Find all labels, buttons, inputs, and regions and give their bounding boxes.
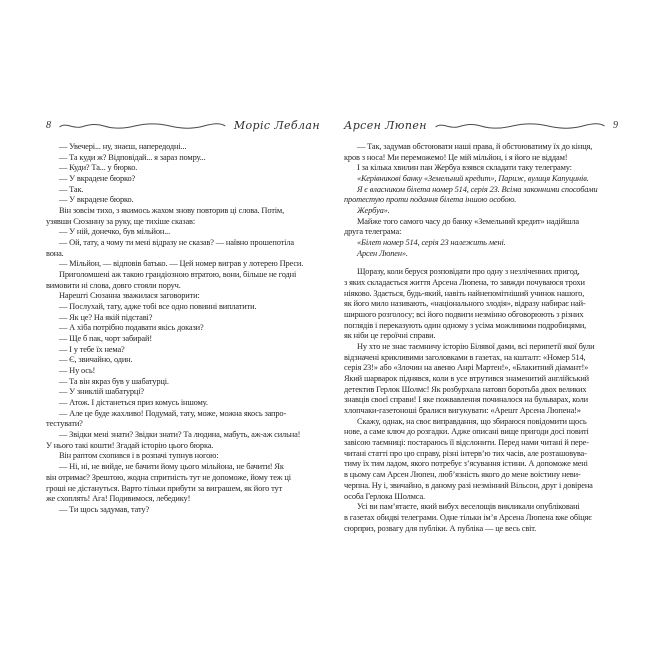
text-line: — Мільйон, — відповів батько. — Цей номер виграв у лотерею Преси. [59, 259, 304, 269]
text-line: він отримає? Зрештою, жодна спритність тут не допоможе, йому теж ці [46, 472, 291, 482]
text-line: Жербуа». [357, 206, 390, 216]
text-line: читані статті про цю справу, різні інтерв’ю тих часів, але розташовува- [344, 448, 587, 458]
page-left [46, 118, 320, 516]
text-line: хлопчаки-газетоноші бралися вигукувати: «Арешт Арсена Люпена!» [344, 406, 581, 416]
text-line: — Та він якраз був у шабатурці. [59, 376, 169, 386]
text-line: Він раптом схопився і в розпачі тупнув ногою: [59, 451, 219, 461]
page-body-right [344, 142, 618, 534]
text-line: детектив Герлок Шолмс! Як розбурхала натовп боротьба двох великих [344, 384, 587, 394]
text-line: — Послухай, тату, адже тобі все одно повинні виплатити. [59, 302, 257, 312]
text-line: — Ну ось! [59, 366, 96, 376]
text-line: — Атож. І дістанеться приз комусь іншому. [59, 398, 208, 408]
text-line: тестувати? [46, 419, 83, 429]
text-line: — Куди? Та... у бюрко. [59, 163, 138, 173]
text-line: серія 23!» або «Злочин на авеню Анрі Мартен!», «Блакитний діамант!» [344, 363, 589, 373]
text-line: — У вкрадене бюрко? [59, 174, 136, 184]
text-line: — Так, задумав обстоювати наші права, й обстоюватиму їх до кінця, [357, 142, 593, 151]
text-line: — І у тебе їх нема? [59, 344, 125, 354]
text-line: — Але це буде жахливо! Подумай, тату, може, можна якось запро- [59, 408, 287, 418]
text-line: ніяково. Здається, будь-який, навіть найнепомітніший учинок нашого, [344, 288, 585, 298]
text-line: Приголомшені аж такою грандіозною втратою, вони, більше не годні [59, 270, 297, 280]
text-line: як ніби це героїчні справи. [344, 331, 436, 341]
text-line: Скажу, однак, на своє виправдання, що збираюся повідомити щось [357, 416, 587, 426]
text-line: Арсен Люпен». [357, 248, 408, 258]
text-line: Майже того самого часу до банку «Земельний кредит» надійшла [357, 216, 579, 226]
text-line: Нарешті Сюзанна зважилася заговорити: [59, 291, 200, 301]
text-line: — Як це? На якій підставі? [59, 312, 153, 322]
text-line: «Керівникові банку «Земельний кредит», Париж, вулиця Капуцинів. [357, 174, 589, 184]
page-body-left [46, 142, 320, 516]
text-line: як його мило називають, «національного злодія», відразу набирає най- [344, 299, 586, 309]
text-line: «Білет номер 514, серія 23 належить мені. [357, 238, 506, 248]
text-line: же схоплять! Ага! Подивимося, лебедику! [46, 494, 191, 504]
running-title-author: Моріс Леблан [233, 119, 320, 132]
text-line: в цьому сам Арсен Люпен, люб’язність якого до мене воістину неви- [344, 470, 581, 480]
text-line: У нього такі кошти! Згадай історію цього бюрка. [46, 440, 214, 450]
text-line: — Звідки мені знати? Звідки знати? Та людина, мабуть, аж-аж сильна! [59, 430, 301, 440]
running-title-book: Арсен Люпен [344, 119, 427, 132]
text-line: — Та куди ж? Відповідай... я зараз помру... [59, 152, 206, 162]
text-line: відзначені крикливими заголовками в газетах, на кшталт: «Номер 514, [344, 352, 586, 362]
text-line: — Ой, тату, а чому ти мені відразу не сказав? — наївно прошепотіла [59, 238, 294, 248]
text-line: поглядів і переказують один одному з усіма можливими подробицями, [344, 320, 587, 330]
text-line: Який шарварок піднявся, коли в усе втрутився знаменитий англійський [344, 374, 589, 384]
text-line: з яких складається життя Арсена Люпена, то завжди почуваюся трохи [344, 278, 585, 288]
text-line: Я є власником білета номер 514, серія 23. Всіма законними способами [357, 184, 598, 194]
text-line: узявши Сюзанну за руку, ще тихіше сказав: [46, 216, 196, 226]
text-line: протестую проти подання білета іншою особою. [344, 195, 517, 205]
text-line: вимовити ні слова, довго стояли поруч. [46, 280, 181, 290]
text-line: Він зовсім тихо, з якимось жахом знову повторив ці слова. Потім, [59, 206, 285, 216]
text-line: знавців своєї справи! І яке пожвавлення починалося на бульварах, коли [344, 395, 589, 405]
header-squiggle-rule [434, 121, 606, 131]
text-line: — Ще б пак, чорт забирай! [59, 334, 152, 344]
text-line: — У вкрадене бюрко. [59, 195, 134, 205]
text-line: — У ній, донечко, був мільйон... [59, 227, 171, 237]
text-line: І за кілька хвилин пан Жербуа взявся складати таку телеграму: [357, 163, 572, 173]
text-line: — А хіба потрібно подавати якісь докази? [59, 323, 204, 333]
page-right [344, 118, 618, 534]
text-line: ширшого розголосу; всі його подвиги незмінно обговорюють з різних [344, 310, 584, 320]
text-line: завісою таємниці: постараюсь її відслонити. Перед нами читані й пере- [344, 438, 589, 448]
header-squiggle-rule [58, 121, 227, 131]
text-line: гроші не дістануться. Варто тільки прибути за виграшем, як його тут [46, 483, 283, 493]
text-line: в газетах обидві телеграми. Одне тільки ім’я Арсена Люпена вже обіцяє [344, 512, 592, 522]
text-line: вона. [46, 248, 64, 258]
text-line: Усі ви пам’ятаєте, який вибух веселощів викликали опубліковані [357, 502, 580, 512]
text-line: черпна. Ну і, звичайно, в даному разі незмінний Вільсон, друг і довірена [344, 480, 593, 490]
text-line: сюрприз, розвагу для публіки. А публіка — це весь світ. [344, 523, 537, 533]
page-number-left: 8 [46, 120, 51, 131]
text-line: Щоразу, коли беруся розповідати про одну з незліченних пригод, [357, 267, 580, 277]
text-line: — Увечері... ну, знаєш, напередодні... [59, 142, 187, 151]
text-line: Ну хто не знає таємничу історію Білявої дами, всі перипетії якої були [357, 342, 595, 352]
page-header-left [46, 118, 320, 133]
text-line: нове, а саме ключ до розгадки. Адже описані вище пригоди досі повиті [344, 427, 589, 437]
text-line: — Є, звичайно, один. [59, 355, 133, 365]
page-number-right: 9 [613, 120, 618, 131]
page-header-right [344, 118, 618, 133]
text-line: — Ти щось задумав, тату? [59, 504, 150, 514]
text-line: кров з носа! Ми переможемо! Це мій мільйон, і я його не віддам! [344, 152, 568, 162]
text-line: — Так. [59, 184, 84, 194]
text-line: тиму їх тим ладом, якого потребує з’ясування істини. А допоможе мені [344, 459, 588, 469]
text-line: — У зниклій шабатурці? [59, 387, 144, 397]
text-line: друга телеграма: [344, 227, 402, 237]
text-line: особа Герлока Шолмса. [344, 491, 425, 501]
text-line: — Ні, ні, не вийде, не бачити йому цього мільйона, не бачити! Як [59, 462, 284, 472]
